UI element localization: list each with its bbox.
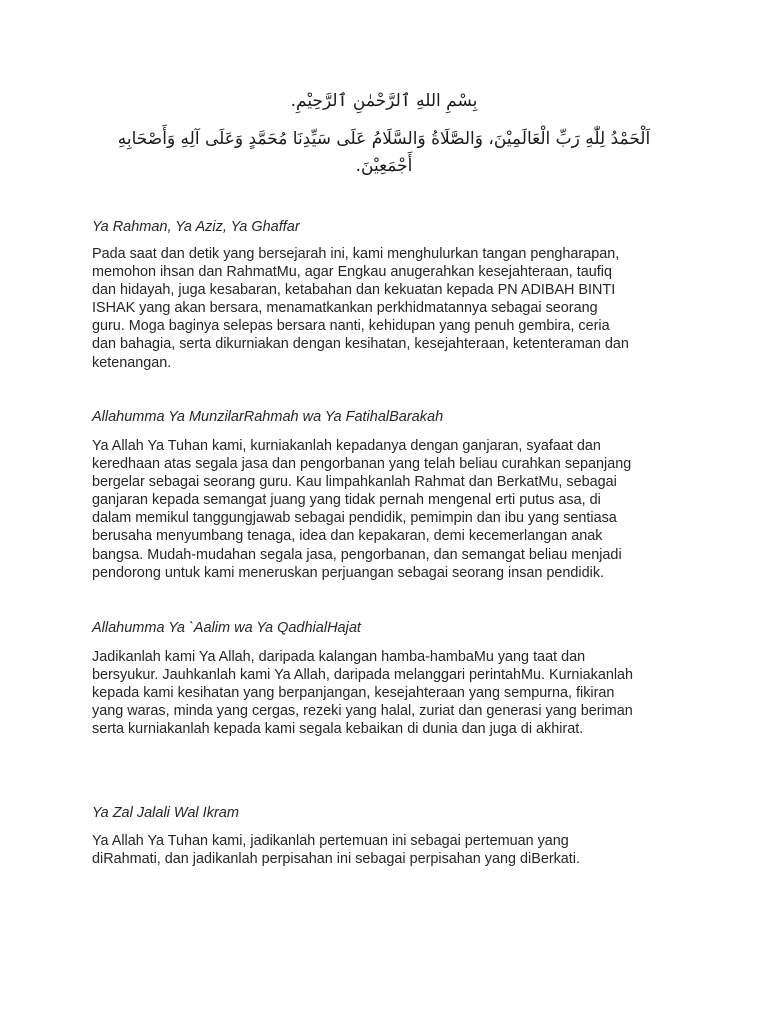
section-paragraph-3: Jadikanlah kami Ya Allah, daripada kalangan hamba-hambaMu yang taat dan bersyukur. Jauhkanlah kami Ya Allah, daripada melanggari perintahMu. Kurniakanlah kepada kami kesihatan yang berpanjangan, kesejahteraan yang sempurna, fikiran yang waras, minda yang cergas, rezeki yang halal, zuriat dan generasi yang beriman serta kurniakanlah kepada kami segala kebaikan di dunia dan juga di akhirat. (92, 649, 634, 738)
section-heading-4: Ya Zal Jalali Wal Ikram (92, 805, 239, 821)
bismillah-line: بِسْمِ اللهِ ٱلرَّحْمٰنِ ٱلرَّحِيْمِ. (290, 91, 478, 111)
section-heading-3: Allahumma Ya `Aalim wa Ya QadhialHajat (92, 620, 361, 636)
opening-salam: اَلْحَمْدُ لِلّٰهِ رَبِّ الْعَالَمِيْنَ، وَالصَّلَاةُ وَالسَّلَامُ عَلَى سَيِّدِنَا مُحَمَّدٍ وَعَلَى آلِهِ وَأَصْحَابِهِ أَجْمَعِيْنَ. (117, 129, 651, 176)
section-paragraph-2: Ya Allah Ya Tuhan kami, kurniakanlah kepadanya dengan ganjaran, syafaat dan keredhaan atas segala jasa dan pengorbanan yang telah beliau curahkan sepanjang bergelar sebagai seorang guru. Kau limpahkanlah Rahmat dan BerkatMu, sebagai ganjaran kepada semangat juang yang tidak pernah mengenal erti putus asa, di dalam memikul tanggungjawab sebagai pendidik, pemimpin dan ibu yang sentiasa berusaha menyumbang tenaga, idea dan kepakaran, demi kecemerlangan anak bangsa. Mudah-mudahan segala jasa, pengorbanan, dan semangat beliau menjadi pendorong untuk kami meneruskan perjuangan sebagai seorang insan pendidik. (92, 438, 632, 581)
section-heading-1: Ya Rahman, Ya Aziz, Ya Ghaffar (92, 219, 300, 235)
section-heading-2: Allahumma Ya MunzilarRahmah wa Ya FatihalBarakah (92, 409, 444, 425)
section-paragraph-4: Ya Allah Ya Tuhan kami, jadikanlah pertemuan ini sebagai pertemuan yang diRahmati, dan jadikanlah perpisahan ini sebagai perpisahan yang diBerkati. (92, 833, 581, 868)
section-paragraph-1: Pada saat dan detik yang bersejarah ini, kami menghulurkan tangan pengharapan, memohon ihsan dan RahmatMu, agar Engkau anugerahkan kesejahteraan, taufiq dan hidayah, juga kesabaran, ketabahan dan kekuatan kepada PN ADIBAH BINTI ISHAK yang akan bersara, menamatkankan perkhidmatannya sebagai seorang guru. Moga baginya selepas bersara nanti, kehidupan yang penuh gembira, ceria dan bahagia, serta dikurniakan dengan kesihatan, kesejahteraan, ketenteraman dan ketenangan. (92, 246, 629, 371)
